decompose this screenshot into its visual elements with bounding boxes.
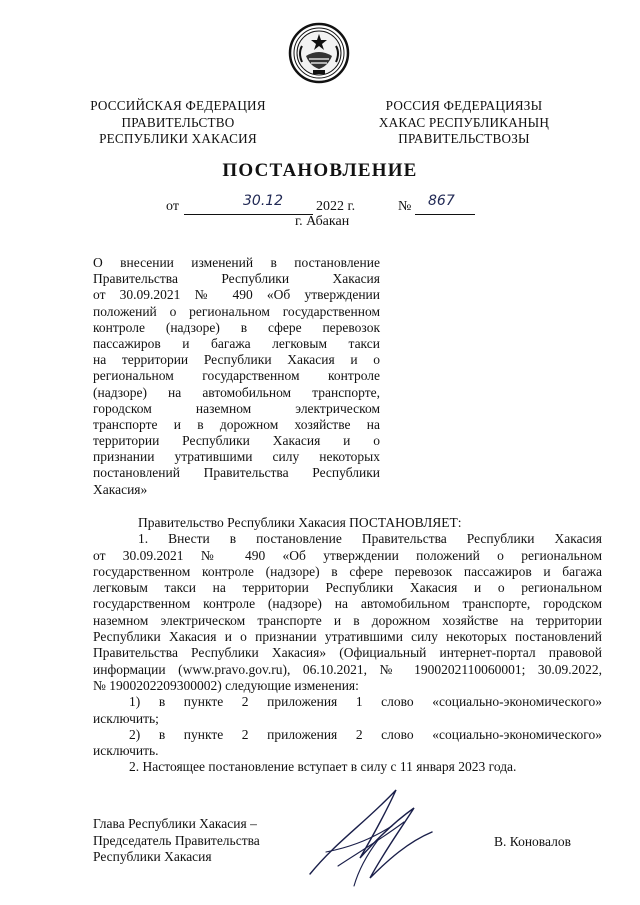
item1-line: государственном контроле (надзоре) на автомобильном транспорте, городском <box>93 596 602 612</box>
handwritten-signature <box>296 782 446 894</box>
date-year: 2022 г. <box>316 199 356 214</box>
signatory-title <box>93 816 260 866</box>
document-subject <box>93 255 380 498</box>
coat-of-arms-emblem <box>288 22 350 84</box>
preamble: Правительство Республики Хакасия ПОСТАНОВЛЯЕТ: <box>138 515 462 530</box>
signatory-name: В. Коновалов <box>494 834 571 849</box>
subitem2-line: 2) в пункте 2 приложения 2 слово «социально-экономического» <box>129 726 602 742</box>
subject-line: постановлений Правительства Республики <box>93 465 380 481</box>
subject-line: региональном государственном контроле <box>93 368 380 384</box>
number-handwritten: 867 <box>428 193 455 209</box>
item1-line: Республики Хакасия и о признании утратившими силу некоторых постановлений <box>93 629 602 645</box>
header-right-line: ХАКАС РЕСПУБЛИКАНЫҢ <box>378 114 550 130</box>
subject-line: пассажиров и багажа легковым такси <box>93 335 380 351</box>
item1-line: от 30.09.2021 № 490 «Об утверждении положений о региональном <box>93 547 602 563</box>
item1-line: 1. Внести в постановление Правительства Республики Хакасия <box>138 531 602 547</box>
header-left-line: РОССИЙСКАЯ ФЕДЕРАЦИЯ <box>90 98 266 113</box>
number-underline <box>415 213 475 215</box>
header-left-russian <box>88 98 268 148</box>
signatory-title-line: Председатель Правительства <box>93 832 260 848</box>
city-name: г. Абакан <box>295 214 350 229</box>
subject-line: положений о региональном государственном <box>93 303 380 319</box>
header-left-line: ПРАВИТЕЛЬСТВО <box>121 114 235 130</box>
item1-line: информации (www.pravo.gov.ru), 06.10.2021, № 1900202110060001; 30.09.2022, <box>93 661 602 677</box>
document-body <box>93 515 602 776</box>
subject-line: территории Республики Хакасия и о <box>93 433 380 449</box>
date-handwritten: 30.12 <box>243 193 284 209</box>
date-prefix: от <box>166 199 179 214</box>
signatory-title-line: Глава Республики Хакасия – <box>93 816 257 831</box>
header-left-line: РЕСПУБЛИКИ ХАКАСИЯ <box>99 131 257 146</box>
subject-line: транспорте и в дорожном хозяйстве на <box>93 416 380 432</box>
subject-line: от 30.09.2021 № 490 «Об утверждении <box>93 287 380 303</box>
header-right-khakas <box>364 98 564 148</box>
subject-line: (надзоре) на автомобильном транспорте, <box>93 384 380 400</box>
header-right-line: РОССИЯ ФЕДЕРАЦИЯЗЫ <box>385 98 543 113</box>
item1-line: государственном контроле (надзоре) в сфере перевозок пассажиров и багажа <box>93 563 602 579</box>
item2: 2. Настоящее постановление вступает в силу с 11 января 2023 года. <box>129 759 517 775</box>
subitem2-line: исключить. <box>93 743 159 759</box>
subitem1-line: исключить; <box>93 710 159 726</box>
subject-line: О внесении изменений в постановление <box>93 255 380 270</box>
item1-line: № 1900202209300002) следующие изменения: <box>93 677 359 693</box>
subject-line: Хакасия» <box>93 481 148 497</box>
subject-line: Правительства Республики Хакасия <box>93 271 380 287</box>
item1-line: легковым такси на территории Республики Хакасия и о региональном <box>93 580 602 596</box>
date-underline <box>184 213 313 215</box>
subject-line: на территории Республики Хакасия и о <box>93 352 380 368</box>
subject-line: городском наземном электрическом <box>93 400 380 416</box>
header-right-line: ПРАВИТЕЛЬСТВОЗЫ <box>398 131 530 146</box>
item1-line: наземном электрическом транспорте и в дорожном хозяйстве на территории <box>93 612 602 628</box>
item1-line: Правительства Республики Хакасия» (Официальный интернет-портал правовой <box>93 645 602 661</box>
document-title: ПОСТАНОВЛЕНИЕ <box>222 160 418 181</box>
subject-line: контроле (надзоре) в сфере перевозок <box>93 319 380 335</box>
subitem1-line: 1) в пункте 2 приложения 1 слово «социально-экономического» <box>129 694 602 710</box>
signatory-title-line: Республики Хакасия <box>93 849 212 864</box>
number-label: № <box>398 199 412 214</box>
subject-line: признании утратившими силу некоторых <box>93 449 380 465</box>
